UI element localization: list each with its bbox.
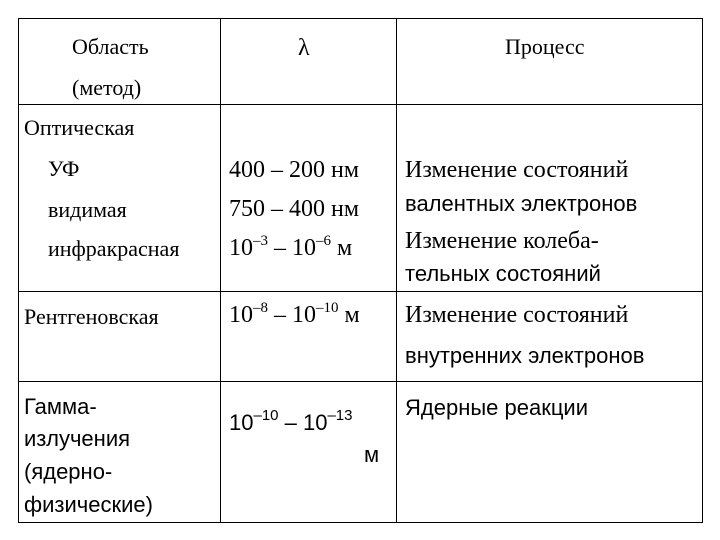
row-divider-xray (18, 381, 703, 382)
table-border-left (18, 18, 19, 523)
header-area-label: Область (72, 34, 149, 59)
gamma-exp1: –10 (253, 407, 279, 424)
gamma-label-line1: Гамма- (24, 394, 97, 419)
gamma-exp2: –13 (327, 407, 353, 424)
optical-visible-range: 750 – 400 нм (229, 196, 360, 222)
optical-ir-base1: 10 (229, 235, 253, 261)
table-border-right (702, 18, 703, 523)
gamma-unit: м (364, 442, 380, 467)
xray-label: Рентгеновская (24, 304, 159, 329)
gamma-base1: 10 (229, 410, 254, 435)
gamma-label-line2: излучения (24, 426, 131, 451)
optical-title: Оптическая (24, 115, 135, 140)
xray-process-line2: внутренних электронов (405, 343, 645, 368)
xray-sep: – (268, 302, 292, 328)
gamma-base2: 10 (302, 410, 328, 435)
optical-process-line3: Изменение колеба- (405, 228, 599, 254)
gamma-range (229, 407, 353, 435)
gamma-label-line4: физические) (24, 492, 153, 517)
optical-ir-label: инфракрасная (48, 236, 180, 261)
xray-exp2: –10 (316, 300, 339, 316)
header-lambda-label: λ (298, 35, 310, 61)
gamma-process: Ядерные реакции (405, 395, 589, 420)
optical-ir-unit: м (331, 235, 353, 261)
optical-uv-label: УФ (48, 156, 80, 181)
column-divider-1 (220, 18, 221, 523)
xray-range (229, 300, 360, 328)
header-process-label: Процесс (505, 34, 585, 59)
xray-base1: 10 (229, 302, 253, 328)
header-method-label: (метод) (72, 75, 142, 100)
xray-unit: м (338, 302, 360, 328)
xray-process-line1: Изменение состояний (405, 302, 629, 328)
optical-ir-range (229, 233, 353, 261)
table-border-top (18, 18, 703, 19)
column-divider-2 (396, 18, 397, 523)
table-border-bottom (18, 522, 703, 523)
row-divider-optical (18, 291, 703, 292)
optical-process-line1: Изменение состояний (405, 157, 629, 183)
optical-ir-exp2: –6 (316, 233, 331, 249)
optical-visible-label: видимая (48, 197, 127, 222)
optical-ir-base2: 10 (292, 235, 316, 261)
optical-ir-exp1: –3 (253, 233, 268, 249)
optical-ir-sep: – (268, 235, 292, 261)
row-divider-header (18, 104, 703, 105)
optical-process-line4: тельных состояний (405, 261, 601, 286)
xray-exp1: –8 (253, 300, 268, 316)
gamma-label-line3: (ядерно- (24, 459, 113, 484)
optical-uv-range: 400 – 200 нм (229, 157, 360, 183)
optical-process-line2: валентных электронов (405, 191, 638, 216)
xray-base2: 10 (292, 302, 316, 328)
gamma-sep: – (278, 410, 303, 435)
